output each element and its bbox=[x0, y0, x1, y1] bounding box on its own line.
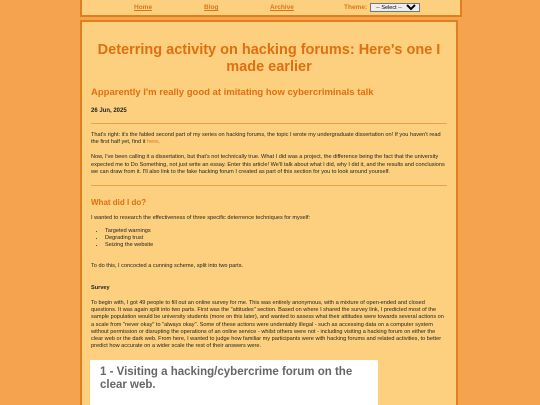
techniques-list bbox=[91, 228, 447, 248]
intro-paragraph bbox=[91, 132, 447, 146]
page-title: Deterring activity on hacking forums: Here's one I made earlier bbox=[97, 42, 441, 75]
list-item: • Degrading trust bbox=[105, 235, 447, 242]
intro-text-end: . bbox=[158, 139, 160, 146]
survey-question-image bbox=[90, 360, 378, 405]
page-subtitle: Apparently I'm really good at imitating how cybercriminals talk bbox=[91, 87, 374, 98]
divider bbox=[91, 185, 447, 186]
divider bbox=[91, 123, 447, 124]
nav-home-link[interactable]: Home bbox=[134, 4, 153, 11]
project-paragraph: Now, I've been calling it a dissertation, but that's not technically true. What I did was a project, the difference being the fact that the university expected me to Do Something, not just write an essay. Enter this article! We'll talk about what I did, why I did it, and the results and conclusions we can draw from it. I'll also link to the fake hacking forum I created as part of this section for you to look around yourself. bbox=[91, 154, 445, 175]
list-item: • Seizing the website bbox=[105, 242, 447, 249]
section-heading-what: What did I do? bbox=[91, 198, 147, 208]
survey-paragraph: To begin with, I got 49 people to fill out an online survey for me. This was entirely anonymous, with a mixture of open-ended and closed questions. It was again split into two parts. First was the "attitudes" section. Based on where I shared the survey link, I predicted most of the sample population would be university students (more on this later), and wanted to assess what their attitudes were towards several actions on a scale from "never okay" to "always okay". Some of these actions were undeniably illegal - such as accessing data on a computer system without permission or disrupting the operations of an online service - whilst others were not - including visiting a hacking forum on either the clear web or the dark web. From here, I wanted to judge how familiar my participants were with hacking forums and related activities, to better predict how accurate on a wider scale the rest of their answers were. bbox=[91, 300, 444, 350]
survey-heading: Survey bbox=[91, 284, 110, 291]
first-part-link[interactable]: here bbox=[146, 139, 159, 146]
survey-question-text: 1 - Visiting a hacking/cybercrime forum on the clear web. bbox=[100, 366, 353, 391]
article-card bbox=[80, 20, 458, 405]
theme-picker bbox=[344, 3, 420, 12]
theme-label: Theme: bbox=[344, 4, 368, 11]
intro-text: That's right: it's the fabled second part of my series on hacking forums, the topic I wrote my undergraduate dissertation on! If you haven't read the first half yet, find it bbox=[91, 132, 441, 146]
top-nav bbox=[80, 0, 462, 17]
nav-archive-link[interactable]: Archive bbox=[270, 4, 294, 11]
nav-blog-link[interactable]: Blog bbox=[204, 4, 219, 11]
theme-select[interactable] bbox=[370, 3, 420, 12]
list-item: • Targeted warnings bbox=[105, 228, 447, 235]
scheme-paragraph: To do this, I concocted a cunning scheme, split into two parts. bbox=[91, 262, 244, 269]
research-paragraph: I wanted to research the effectiveness of three specific deterrence techniques for myself: bbox=[91, 215, 311, 222]
post-date: 26 Jun, 2025 bbox=[91, 108, 127, 114]
